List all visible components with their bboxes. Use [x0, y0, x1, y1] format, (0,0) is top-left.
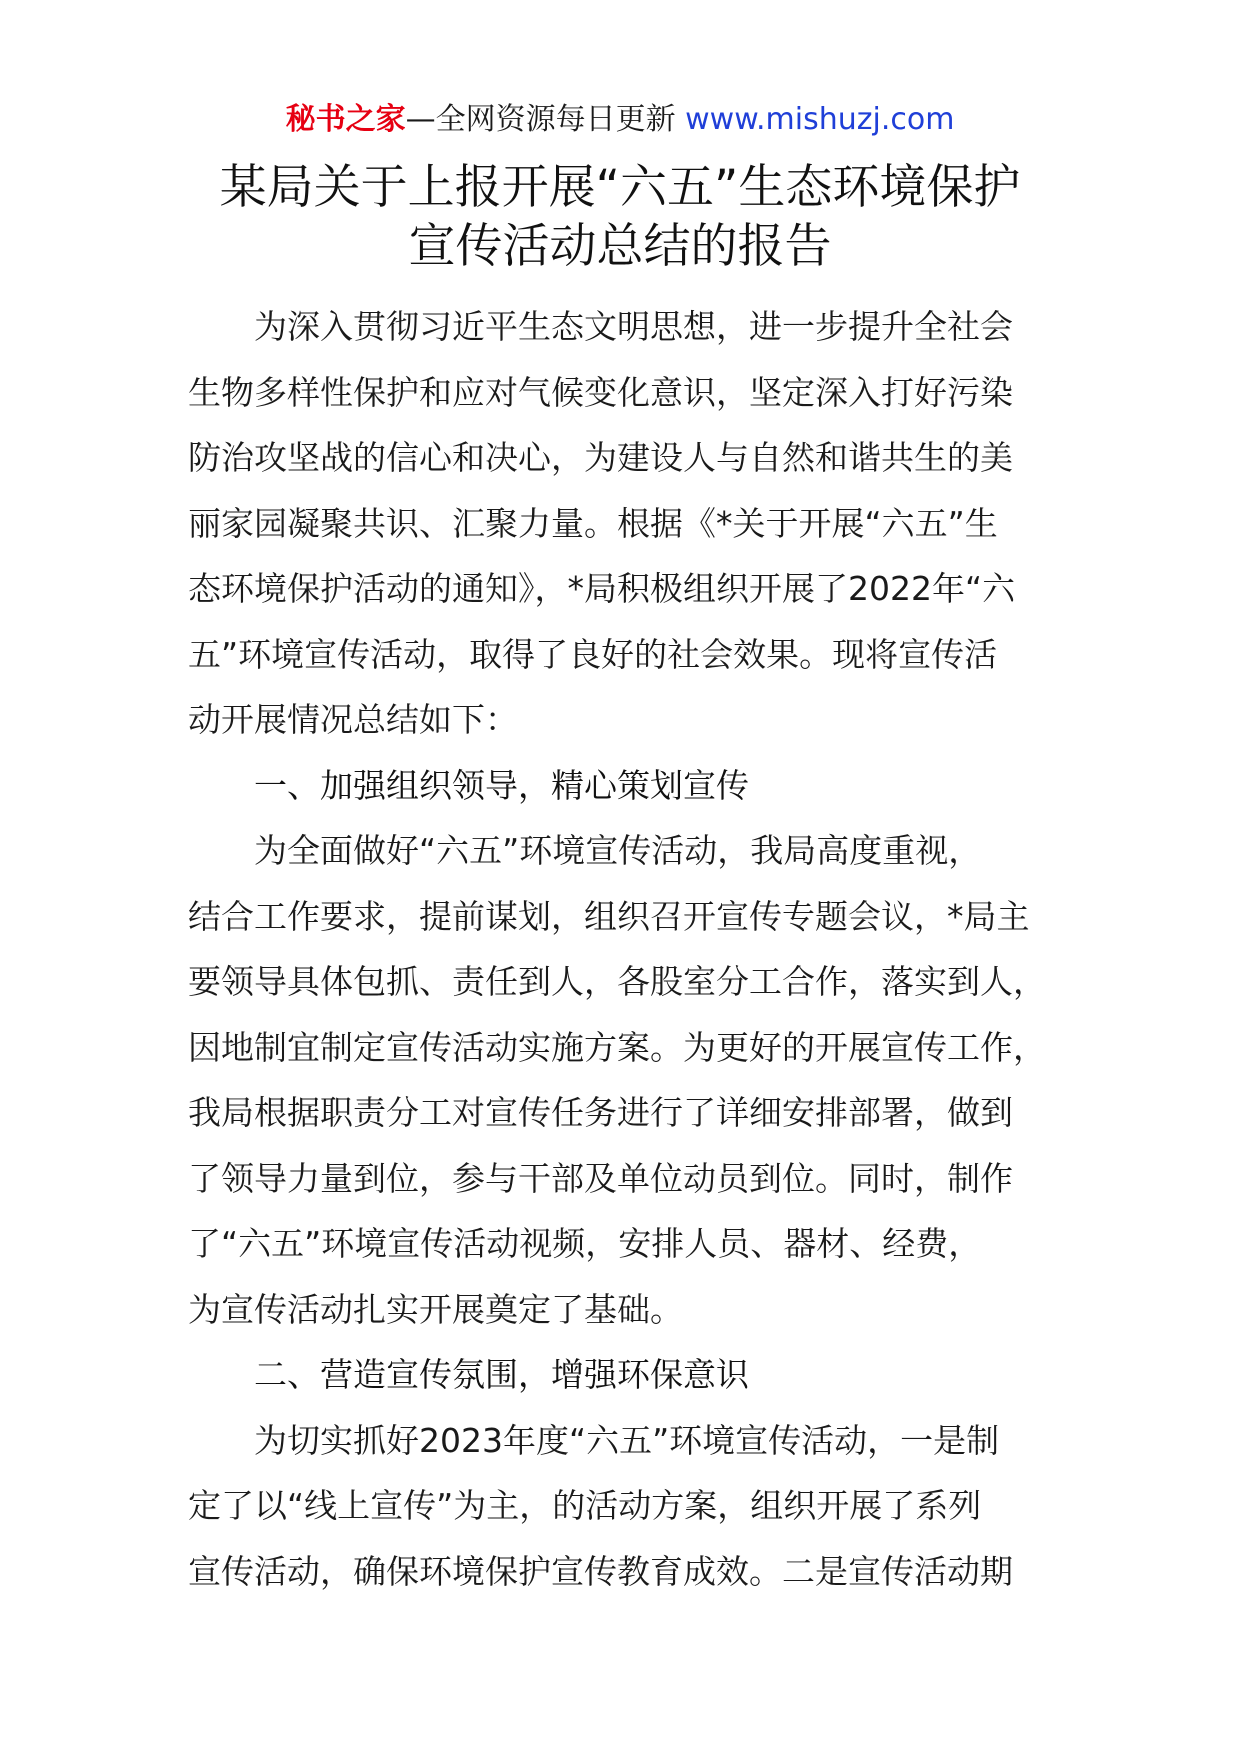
document-body: [188, 294, 1058, 1604]
brand-slogan: —全网资源每日更新: [405, 102, 686, 137]
site-url-link[interactable]: www.mishuzj.com: [685, 102, 955, 137]
brand-name: 秘书之家: [285, 102, 406, 137]
title-line-1: 某局关于上报开展“六五”生态环境保护: [219, 160, 1021, 215]
paragraph-line: 五”环境宣传活动，取得了良好的社会效果。现将宣传活: [188, 634, 998, 674]
paragraph-line: 了领导力量到位，参与干部及单位动员到位。同时，制作: [188, 1158, 1013, 1198]
site-header: [0, 100, 1240, 140]
paragraph-line: 我局根据职责分工对宣传任务进行了详细安排部署，做到: [188, 1093, 1013, 1132]
paragraph-line: 了“六五”环境宣传活动视频，安排人员、器材、经费，: [188, 1224, 982, 1263]
document-title: [120, 158, 1120, 276]
paragraph-line: 为切实抓好2023年度“六五”环境宣传活动，一是制: [254, 1420, 1000, 1460]
paragraph-line: 因地制宜制定宣传活动实施方案。为更好的开展宣传工作，: [188, 1027, 1046, 1067]
paragraph-line: 为全面做好“六五”环境宣传活动，我局高度重视，: [254, 831, 982, 870]
section-heading-1: 一、加强组织领导，精心策划宣传: [254, 765, 749, 805]
paragraph-line: 要领导具体包抓、责任到人，各股室分工合作，落实到人，: [188, 962, 1046, 1001]
paragraph-line: 防治攻坚战的信心和决心，为建设人与自然和谐共生的美: [188, 438, 1013, 477]
paragraph-line: 宣传活动，确保环境保护宣传教育成效。二是宣传活动期: [188, 1551, 1013, 1591]
paragraph-line: 为深入贯彻习近平生态文明思想，进一步提升全社会: [254, 307, 1013, 346]
paragraph-line: 为宣传活动扎实开展奠定了基础。: [188, 1289, 683, 1329]
title-line-2: 宣传活动总结的报告: [408, 219, 832, 274]
paragraph-line: 态环境保护活动的通知》，*局积极组织开展了2022年“六: [188, 569, 1016, 608]
paragraph-line: 定了以“线上宣传”为主，的活动方案，组织开展了系列: [188, 1486, 982, 1525]
paragraph-line: 生物多样性保护和应对气候变化意识，坚定深入打好污染: [188, 372, 1013, 412]
paragraph-line: 动开展情况总结如下：: [188, 700, 518, 739]
section-heading-2: 二、营造宣传氛围，增强环保意识: [254, 1355, 749, 1394]
paragraph-line: 结合工作要求，提前谋划，组织召开宣传专题会议，*局主: [188, 896, 1030, 936]
paragraph-line: 丽家园凝聚共识、汇聚力量。根据《*关于开展“六五”生: [188, 503, 998, 543]
